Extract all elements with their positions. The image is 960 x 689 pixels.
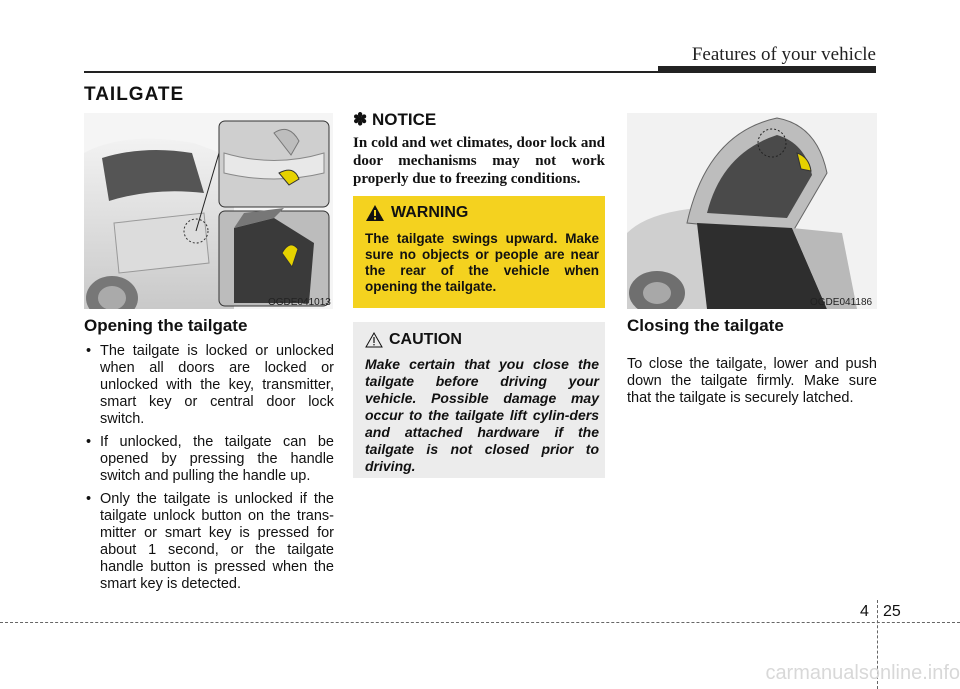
- opening-heading: Opening the tailgate: [84, 316, 248, 335]
- tailgate-closing-illustration: [627, 113, 877, 309]
- opening-bullet-list: [84, 343, 334, 599]
- page-number: 25: [883, 603, 901, 620]
- tailgate-opening-illustration: [84, 113, 333, 309]
- chapter-number: 4: [860, 603, 869, 620]
- section-title: TAILGATE: [84, 84, 185, 105]
- caution-triangle-icon: [365, 332, 383, 348]
- notice-title: ✽ NOTICE: [353, 110, 437, 129]
- opening-figure: [84, 113, 333, 309]
- caution-body: Make certain that you close the tailgate before driving your vehicle. Possible damage may occur to the tailgate lift cylin-ders and attached hardware if the tailgate is not closed prior to driving.: [365, 356, 599, 474]
- caution-box: [353, 322, 605, 478]
- list-item: • If unlocked, the tailgate can be opened by pressing the handle switch and pulling the handle up.: [84, 434, 334, 485]
- watermark: carmanualsonline.info: [765, 662, 960, 684]
- header-rule-accent: [658, 66, 876, 73]
- closing-body: To close the tailgate, lower and push down the tailgate firmly. Make sure that the tailgate is securely latched.: [627, 356, 877, 406]
- figure-code-closing: OGDE041186: [810, 297, 873, 308]
- warning-title: WARNING: [391, 204, 469, 221]
- footer-rule: [0, 622, 960, 623]
- list-item: • The tailgate is locked or unlocked when all doors are locked or unlocked with the key, transmitter, smart key or central door lock switch.: [84, 343, 334, 428]
- closing-figure: [627, 113, 877, 309]
- figure-code-opening: OGDE041013: [268, 297, 331, 308]
- warning-box: [353, 196, 605, 308]
- list-item: • Only the tailgate is unlocked if the tailgate unlock button on the trans-mitter or smart key is pressed for about 1 second, or the tailgate handle button is pressed when the smart key is detected.: [84, 491, 334, 593]
- closing-heading: Closing the tailgate: [627, 316, 784, 335]
- warning-body: The tailgate swings upward. Make sure no objects or people are near the rear of the vehicle when opening the tailgate.: [365, 231, 599, 294]
- warning-triangle-icon: [365, 204, 385, 222]
- notice-body: In cold and wet climates, door lock and door mechanisms may not work properly due to freezing conditions.: [353, 135, 605, 187]
- caution-title: CAUTION: [389, 331, 462, 348]
- running-header: Features of your vehicle: [691, 44, 876, 65]
